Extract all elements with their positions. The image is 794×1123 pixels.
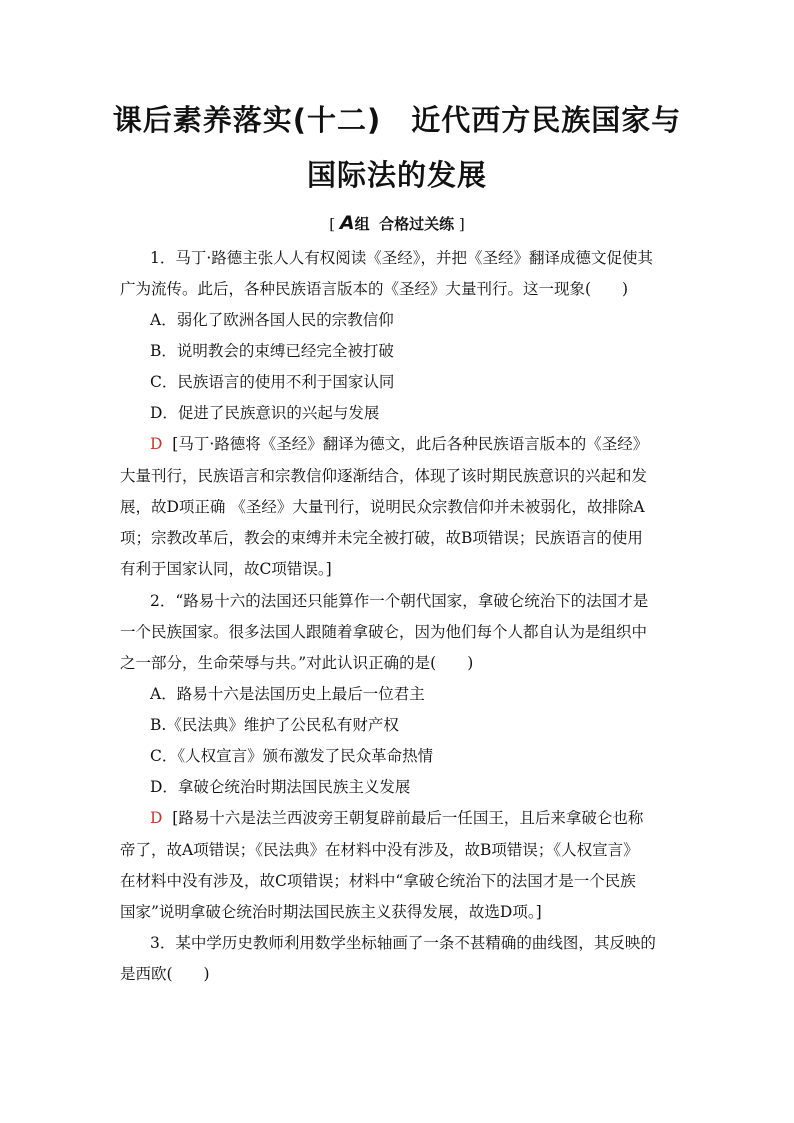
group-letter: A — [339, 212, 355, 234]
q1-explanation-text-1: [马丁·路德将《圣经》翻译为德文，此后各种民族语言版本的《圣经》 — [172, 435, 649, 453]
page-title-line-1 — [0, 98, 794, 139]
q1-answer: D — [150, 435, 163, 453]
section-heading — [0, 212, 794, 234]
q1-option-c: C．民族语言的使用不利于国家认同 — [150, 373, 395, 391]
q2-option-a: A．路易十六是法国历史上最后一位君主 — [150, 685, 425, 703]
q2-explanation-line-1 — [150, 808, 643, 828]
q3-stem-line-2: 是西欧( ) — [120, 965, 210, 983]
q2-option-d: D．拿破仑统治时期法国民族主义发展 — [150, 778, 411, 796]
q1-option-b: B．说明教会的束缚已经完全被打破 — [150, 342, 394, 360]
page-title-line-2: 国际法的发展 — [306, 158, 487, 192]
q1-option-d: D．促进了民族意识的兴起与发展 — [150, 404, 380, 422]
bracket-close: ] — [458, 215, 465, 233]
q1-option-a: A．弱化了欧洲各国人民的宗教信仰 — [150, 311, 394, 329]
q2-answer: D — [150, 809, 163, 827]
title-part-2: 近代西方民族国家与 — [411, 103, 682, 137]
q2-stem-line-2: 一个民族国家。很多法国人跟随着拿破仑，因为他们每个人都自认为是组织中 — [120, 623, 648, 641]
group-word: 组 — [354, 215, 370, 233]
q1-stem-line-2: 广为流传。此后，各种民族语言版本的《圣经》大量刊行。这一现象( ) — [120, 280, 629, 298]
q1-explanation-line-5: 有利于国家认同，故C项错误。] — [120, 560, 332, 578]
q2-explanation-text-1: [路易十六是法兰西波旁王朝复辟前最后一任国王，且后来拿破仑也称 — [172, 809, 644, 827]
group-name: 合格过关练 — [379, 215, 455, 233]
q2-option-b: B.《民法典》维护了公民私有财产权 — [150, 716, 399, 734]
q1-explanation-line-1 — [150, 434, 648, 454]
q2-explanation-line-2: 帝了，故A项错误；《民法典》在材料中没有涉及，故B项错误；《人权宣言》 — [120, 841, 639, 859]
title-part-1: 课后素养落实(十二) — [112, 103, 382, 137]
q1-explanation-line-3: 展，故D项正确 《圣经》大量刊行，说明民众宗教信仰并未被弱化，故排除A — [120, 498, 645, 516]
q2-explanation-line-3: 在材料中没有涉及，故C项错误；材料中“拿破仑统治下的法国才是一个民族 — [120, 872, 636, 890]
q3-stem-line-1: 3．某中学历史教师利用数学坐标轴画了一条不甚精确的曲线图，其反映的 — [150, 934, 656, 952]
q2-stem-line-1: 2．“路易十六的法国还只能算作一个朝代国家，拿破仑统治下的法国才是 — [150, 592, 649, 610]
q1-explanation-line-2: 大量刊行，民族语言和宗教信仰逐渐结合，体现了该时期民族意识的兴起和发 — [120, 467, 648, 485]
q2-explanation-line-4: 国家”说明拿破仑统治时期法国民族主义获得发展，故选D项。] — [120, 903, 542, 921]
bracket-open: [ — [329, 215, 336, 233]
q1-stem-line-1: 1．马丁·路德主张人人有权阅读《圣经》，并把《圣经》翻译成德文促使其 — [150, 249, 654, 267]
q2-option-c: C．《人权宣言》颁布激发了民众革命热情 — [150, 747, 434, 765]
q1-explanation-line-4: 项；宗教改革后，教会的束缚并未完全被打破，故B项错误；民族语言的使用 — [120, 529, 643, 547]
q2-stem-line-3: 之一部分，生命荣辱与共。”对此认识正确的是( ) — [120, 654, 474, 672]
